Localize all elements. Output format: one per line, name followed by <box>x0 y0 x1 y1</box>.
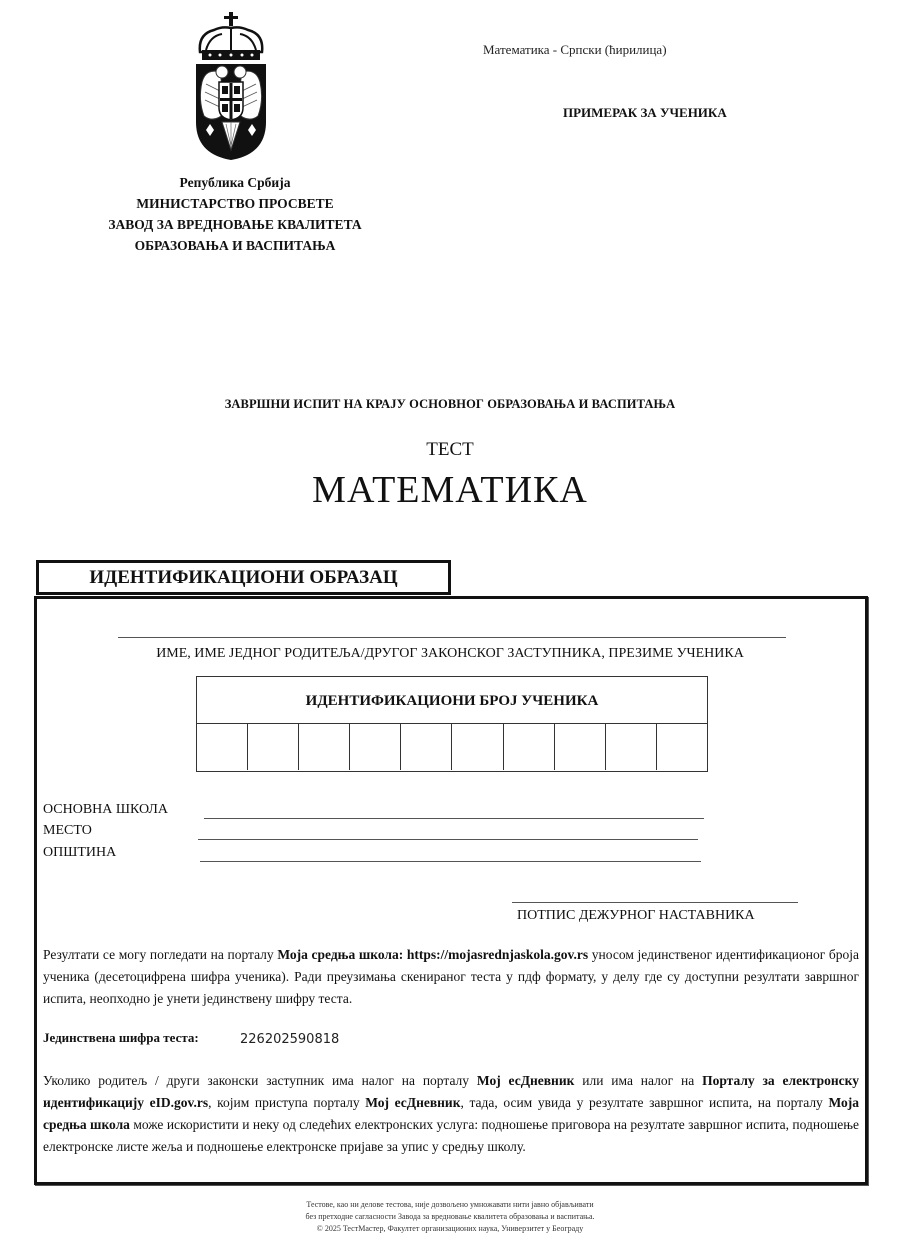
eservices-text-3: , којим приступа порталу <box>208 1095 366 1110</box>
eservices-text-5: може искористити и неку од следећих електронских услуга: подношење приговора на резултате завршног испита, подношење електронске листе жеља и подношење електронске пријаве за упис у средњу школу. <box>43 1117 859 1154</box>
student-id-cells <box>197 724 707 770</box>
student-id-digit-cell[interactable] <box>657 724 707 770</box>
test-code-label: Јединствена шифра теста: <box>43 1030 199 1045</box>
secondary-school-portal-name: Моја средња школа <box>43 1095 859 1132</box>
signature-field[interactable] <box>512 902 798 903</box>
results-info-paragraph <box>43 944 859 1010</box>
eid-portal-name: Порталу за електронску идентификацију eID.gov.rs <box>43 1073 860 1110</box>
student-id-digit-cell[interactable] <box>401 724 452 770</box>
institution-block <box>60 172 410 256</box>
esdnevnik-portal-name-2: Мој есДневник <box>365 1095 461 1110</box>
eservices-text-4: , тада, осим увида у резултате завршног испита, на порталу <box>460 1095 829 1110</box>
field-label-school: ОСНОВНА ШКОЛА <box>43 802 169 817</box>
test-code-value: 226202590818 <box>240 1032 340 1047</box>
subject-language: Математика - Српски (ћирилица) <box>483 42 667 57</box>
eservices-text-2: или има налог на <box>574 1073 703 1088</box>
esdnevnik-portal-name: Мој есДневник <box>476 1073 575 1088</box>
eservices-text-1: Уколико родитељ / други законски заступник има налог на порталу <box>43 1073 477 1088</box>
signature-caption: ПОТПИС ДЕЖУРНОГ НАСТАВНИКА <box>517 908 755 923</box>
field-label-municipality: ОПШТИНА <box>43 845 117 860</box>
student-id-header: ИДЕНТИФИКАЦИОНИ БРОЈ УЧЕНИКА <box>197 677 707 724</box>
form-title: ИДЕНТИФИКАЦИОНИ ОБРАЗАЦ <box>36 560 451 595</box>
school-field[interactable] <box>204 818 704 819</box>
copy-label: ПРИМЕРАК ЗА УЧЕНИКА <box>563 105 727 120</box>
institution-institute-line2: ОБРАЗОВАЊА И ВАСПИТАЊА <box>134 238 336 253</box>
student-id-digit-cell[interactable] <box>350 724 401 770</box>
results-info-text-2: уносом јединственог идентификационог броја ученика (десетоцифрена шифра ученика). Ради преузимања скенираног теста у пдф формату, у делу где су доступни резултати завршног испита, неопходно је унети јединствену шифру теста. <box>43 947 859 1006</box>
municipality-field[interactable] <box>200 861 701 862</box>
footer-line-2: без претходне сагласности Завода за вредновање квалитета образовања и васпитања. <box>305 1212 595 1221</box>
results-portal-link[interactable]: Моја средња школа: https://mojasrednjaskola.gov.rs <box>277 947 589 962</box>
student-id-digit-cell[interactable] <box>452 724 503 770</box>
institution-ministry: МИНИСТАРСТВО ПРОСВЕТЕ <box>136 196 334 211</box>
institution-country: Република Србија <box>179 175 291 190</box>
footer-line-1: Тестове, као ни делове тестова, није дозвољено умножавати нити јавно објављивати <box>306 1200 594 1209</box>
field-label-place: МЕСТО <box>43 823 92 838</box>
institution-institute-line1: ЗАВОД ЗА ВРЕДНОВАЊЕ КВАЛИТЕТА <box>108 217 362 232</box>
test-label: ТЕСТ <box>426 439 474 460</box>
student-name-field[interactable] <box>118 637 786 638</box>
results-info-text: Резултати се могу погледати на порталу <box>43 947 278 962</box>
place-field[interactable] <box>198 839 698 840</box>
student-id-digit-cell[interactable] <box>606 724 657 770</box>
coat-of-arms-icon <box>192 12 270 162</box>
student-id-digit-cell[interactable] <box>197 724 248 770</box>
copyright-footer <box>0 1199 900 1235</box>
student-id-table <box>196 676 708 772</box>
student-id-digit-cell[interactable] <box>555 724 606 770</box>
student-id-digit-cell[interactable] <box>248 724 299 770</box>
exam-title: ЗАВРШНИ ИСПИТ НА КРАЈУ ОСНОВНОГ ОБРАЗОВАЊА И ВАСПИТАЊА <box>224 397 676 411</box>
student-id-digit-cell[interactable] <box>299 724 350 770</box>
footer-line-3: © 2025 ТестМастер, Факултет организационих наука, Универзитет у Београду <box>316 1224 584 1233</box>
subject-title: МАТЕМАТИКА <box>312 469 588 511</box>
student-name-caption: ИМЕ, ИМЕ ЈЕДНОГ РОДИТЕЉА/ДРУГОГ ЗАКОНСКОГ ЗАСТУПНИКА, ПРЕЗИМЕ УЧЕНИКА <box>156 646 744 661</box>
student-id-digit-cell[interactable] <box>504 724 555 770</box>
eservices-info-paragraph <box>43 1070 859 1158</box>
